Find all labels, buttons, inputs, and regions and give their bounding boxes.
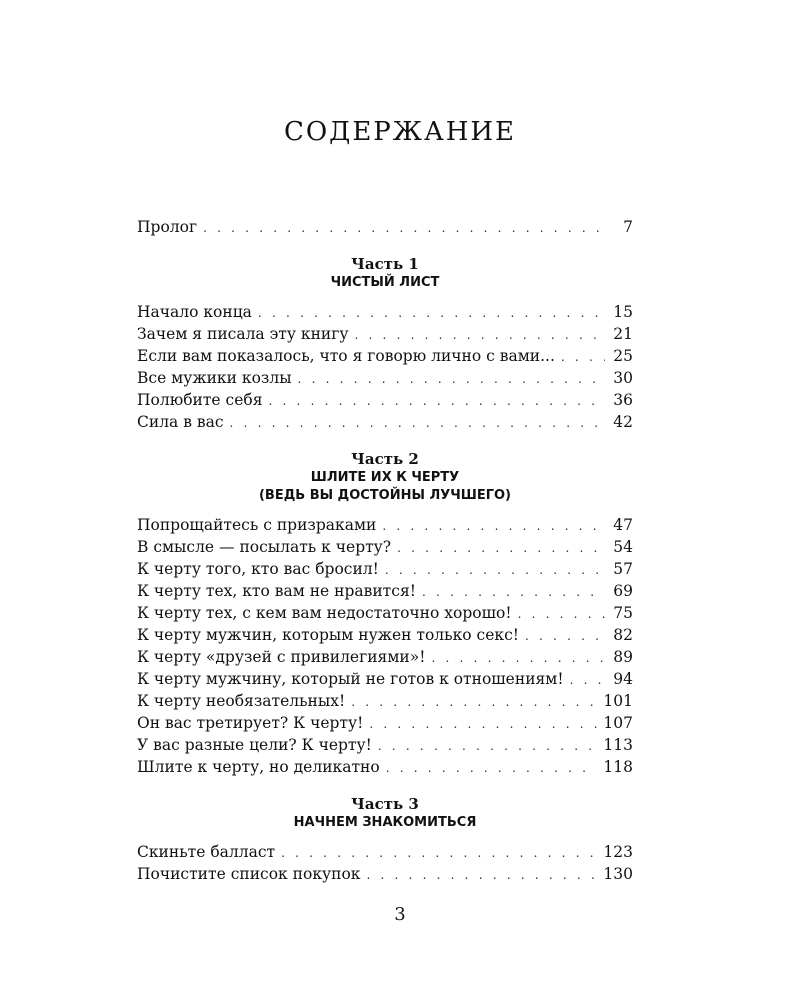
toc-entry xyxy=(137,602,633,624)
table-of-contents xyxy=(137,216,633,885)
toc-entry xyxy=(137,345,633,367)
toc-entry-title: Шлите к черту, но деликатно xyxy=(137,758,380,776)
dot-leader xyxy=(230,412,605,434)
part-subtitle: (ВЕДЬ ВЫ ДОСТОЙНЫ ЛУЧШЕГО) xyxy=(258,488,512,503)
toc-entry-page: 123 xyxy=(603,843,633,861)
toc-entry-page: 15 xyxy=(613,303,633,321)
toc-entry-page: 107 xyxy=(603,714,633,732)
toc-entry-title: Полюбите себя xyxy=(137,391,263,409)
toc-entry xyxy=(137,690,633,712)
dot-leader xyxy=(355,324,606,346)
dot-leader xyxy=(518,603,605,625)
toc-entry-title: К черту мужчину, который не готов к отношениям! xyxy=(137,670,564,688)
toc-entry-title: Все мужики козлы xyxy=(137,369,292,387)
toc-entry-page: 25 xyxy=(613,347,633,365)
page-number: 3 xyxy=(394,904,406,925)
toc-entry-page: 89 xyxy=(613,648,633,666)
dot-leader xyxy=(269,390,606,412)
dot-leader xyxy=(385,559,605,581)
toc-entry-page: 82 xyxy=(613,626,633,644)
toc-entry-page: 42 xyxy=(613,413,633,431)
toc-entry-page: 30 xyxy=(613,369,633,387)
dot-leader xyxy=(431,647,605,669)
dot-leader xyxy=(203,217,605,239)
dot-leader xyxy=(369,713,597,735)
part-title: ЧИСТЫЙ ЛИСТ xyxy=(330,275,440,290)
toc-entry-page: 101 xyxy=(603,692,633,710)
dot-leader xyxy=(382,515,605,537)
page-title: СОДЕРЖАНИЕ xyxy=(283,117,517,147)
toc-entry-title: Скиньте балласт xyxy=(137,843,276,861)
toc-entry xyxy=(137,756,633,778)
toc-entry xyxy=(137,863,633,885)
toc-entry xyxy=(137,558,633,580)
toc-entry xyxy=(137,411,633,433)
toc-entry-page: 54 xyxy=(613,538,633,556)
part-heading xyxy=(137,449,633,505)
toc-entry-page: 7 xyxy=(623,218,633,236)
toc-entry-title: К черту того, кто вас бросил! xyxy=(137,560,379,578)
toc-entry xyxy=(137,216,633,238)
part-label: Часть 1 xyxy=(351,255,419,273)
toc-entry-page: 69 xyxy=(613,582,633,600)
toc-entry xyxy=(137,624,633,646)
toc-entry xyxy=(137,367,633,389)
dot-leader xyxy=(386,757,598,779)
dot-leader xyxy=(525,625,605,647)
toc-entry-page: 47 xyxy=(613,516,633,534)
toc-entry-title: Пролог xyxy=(137,218,198,236)
toc-entry xyxy=(137,580,633,602)
dot-leader xyxy=(422,581,605,603)
toc-entry-page: 94 xyxy=(613,670,633,688)
part-heading xyxy=(137,794,633,832)
toc-entry-title: К черту тех, с кем вам недостаточно хорошо! xyxy=(137,604,512,622)
part-title: ШЛИТЕ ИХ К ЧЕРТУ xyxy=(310,470,460,485)
part-title: НАЧНЕМ ЗНАКОМИТЬСЯ xyxy=(293,815,477,830)
part-label: Часть 2 xyxy=(351,450,419,468)
toc-entry xyxy=(137,668,633,690)
part-heading xyxy=(137,254,633,292)
dot-leader xyxy=(378,735,598,757)
dot-leader xyxy=(397,537,605,559)
toc-entry-title: Сила в вас xyxy=(137,413,224,431)
toc-entry-title: К черту «друзей с привилегиями»! xyxy=(137,648,426,666)
toc-entry-page: 21 xyxy=(613,325,633,343)
dot-leader xyxy=(570,669,605,691)
dot-leader xyxy=(351,691,597,713)
dot-leader xyxy=(561,346,605,368)
toc-entry-page: 57 xyxy=(613,560,633,578)
toc-entry xyxy=(137,712,633,734)
toc-entry xyxy=(137,323,633,345)
toc-entry-title: Он вас третирует? К черту! xyxy=(137,714,364,732)
toc-entry-title: В смысле — посылать к черту? xyxy=(137,538,392,556)
toc-entry-title: Почистите список покупок xyxy=(137,865,361,883)
toc-entry-title: У вас разные цели? К черту! xyxy=(137,736,372,754)
toc-entry-title: Начало конца xyxy=(137,303,252,321)
dot-leader xyxy=(298,368,605,390)
toc-entry-page: 118 xyxy=(603,758,633,776)
toc-entry xyxy=(137,734,633,756)
toc-entry xyxy=(137,301,633,323)
dot-leader xyxy=(366,864,597,886)
toc-entry-title: К черту мужчин, которым нужен только секс! xyxy=(137,626,519,644)
dot-leader xyxy=(281,842,597,864)
toc-entry-title: К черту необязательных! xyxy=(137,692,346,710)
toc-entry xyxy=(137,514,633,536)
part-label: Часть 3 xyxy=(351,795,419,813)
toc-entry-title: Если вам показалось, что я говорю лично с вами... xyxy=(137,347,555,365)
toc-entry-page: 113 xyxy=(603,736,633,754)
toc-entry xyxy=(137,536,633,558)
toc-entry-title: Попрощайтесь с призраками xyxy=(137,516,377,534)
toc-entry-page: 130 xyxy=(603,865,633,883)
toc-entry-title: К черту тех, кто вам не нравится! xyxy=(137,582,416,600)
toc-entry-title: Зачем я писала эту книгу xyxy=(137,325,349,343)
toc-entry-page: 75 xyxy=(613,604,633,622)
toc-entry xyxy=(137,389,633,411)
dot-leader xyxy=(258,302,605,324)
toc-entry xyxy=(137,841,633,863)
toc-entry xyxy=(137,646,633,668)
toc-entry-page: 36 xyxy=(613,391,633,409)
